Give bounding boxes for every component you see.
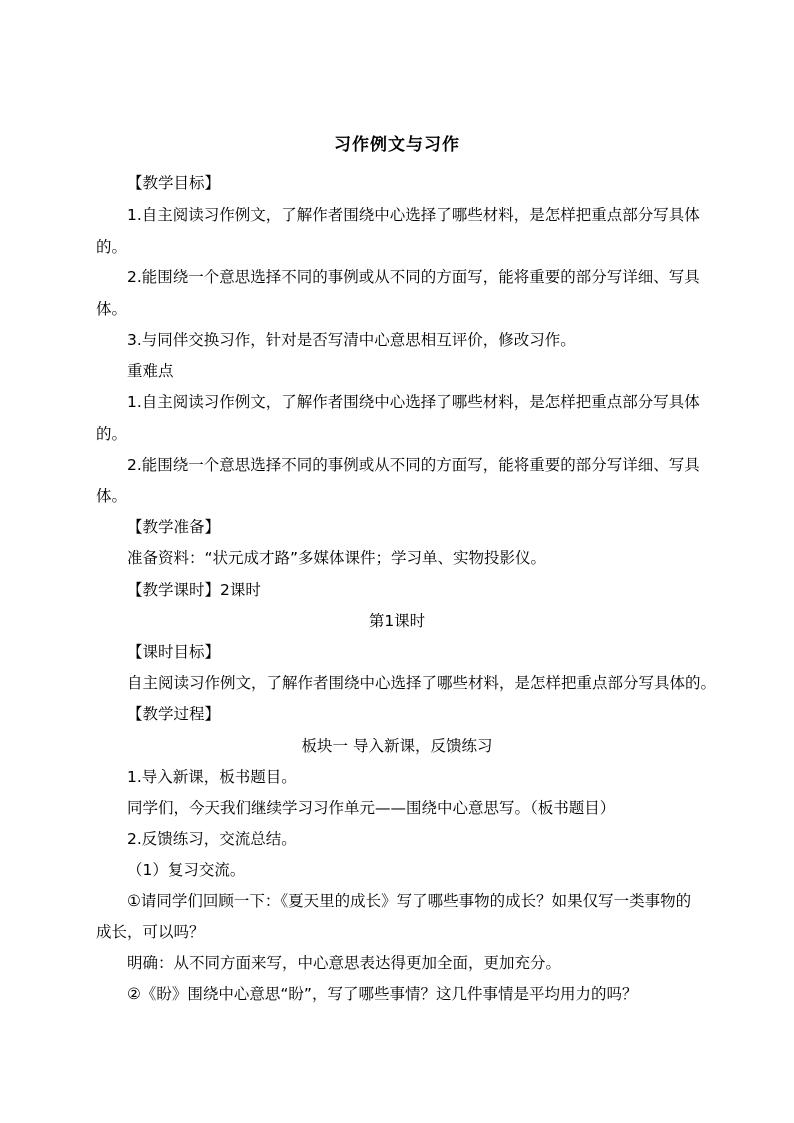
question-1-line-2: 成长，可以吗？ — [96, 923, 205, 941]
step-1-text: 同学们，今天我们继续学习习作单元——围绕中心意思写。（板书题目） — [127, 799, 616, 817]
step-2: 2.反馈练习，交流总结。 — [127, 830, 297, 848]
heading-key-points: 重难点 — [127, 362, 174, 380]
heading-class-hours: 【教学课时】2课时 — [127, 581, 261, 599]
question-1-line-1: ①请同学们回顾一下：《夏天里的成长》写了哪些事物的成长？如果仅写一类事物的 — [127, 892, 692, 910]
key-point-1-line-2: 的。 — [96, 425, 128, 443]
step-1: 1.导入新课，板书题目。 — [127, 768, 297, 786]
goal-1-line-2: 的。 — [96, 238, 128, 256]
step-2-sub-1: （1）复习交流。 — [127, 861, 246, 879]
goal-2-line-1: 2.能围绕一个意思选择不同的事例或从不同的方面写，能将重要的部分写详细、写具 — [127, 268, 700, 286]
key-point-2-line-1: 2.能围绕一个意思选择不同的事例或从不同的方面写，能将重要的部分写详细、写具 — [127, 456, 700, 474]
goal-3: 3.与同伴交换习作，针对是否写清中心意思相互评价，修改习作。 — [127, 331, 576, 349]
lesson-1-heading: 第1课时 — [368, 612, 426, 630]
question-2: ②《盼》围绕中心意思“盼”，写了哪些事情？这几件事情是平均用力的吗？ — [127, 985, 638, 1003]
heading-teaching-goals: 【教学目标】 — [127, 174, 221, 192]
goal-1-line-1: 1.自主阅读习作例文，了解作者围绕中心选择了哪些材料，是怎样把重点部分写具体 — [127, 206, 700, 224]
document-title: 习作例文与习作 — [334, 135, 460, 155]
key-point-2-line-2: 体。 — [96, 487, 128, 505]
key-point-1-line-1: 1.自主阅读习作例文，了解作者围绕中心选择了哪些材料，是怎样把重点部分写具体 — [127, 393, 700, 411]
heading-teaching-process: 【教学过程】 — [127, 705, 221, 723]
goal-2-line-2: 体。 — [96, 300, 128, 318]
lesson-goal-text: 自主阅读习作例文，了解作者围绕中心选择了哪些材料，是怎样把重点部分写具体的。 — [127, 674, 717, 692]
answer-1: 明确：从不同方面来写，中心意思表达得更加全面，更加充分。 — [127, 954, 562, 972]
section-1-heading: 板块一 导入新课，反馈练习 — [301, 737, 493, 755]
preparation-text: 准备资料：“状元成才路”多媒体课件；学习单、实物投影仪。 — [127, 549, 547, 567]
heading-lesson-goals: 【课时目标】 — [127, 643, 221, 661]
heading-preparation: 【教学准备】 — [127, 518, 221, 536]
